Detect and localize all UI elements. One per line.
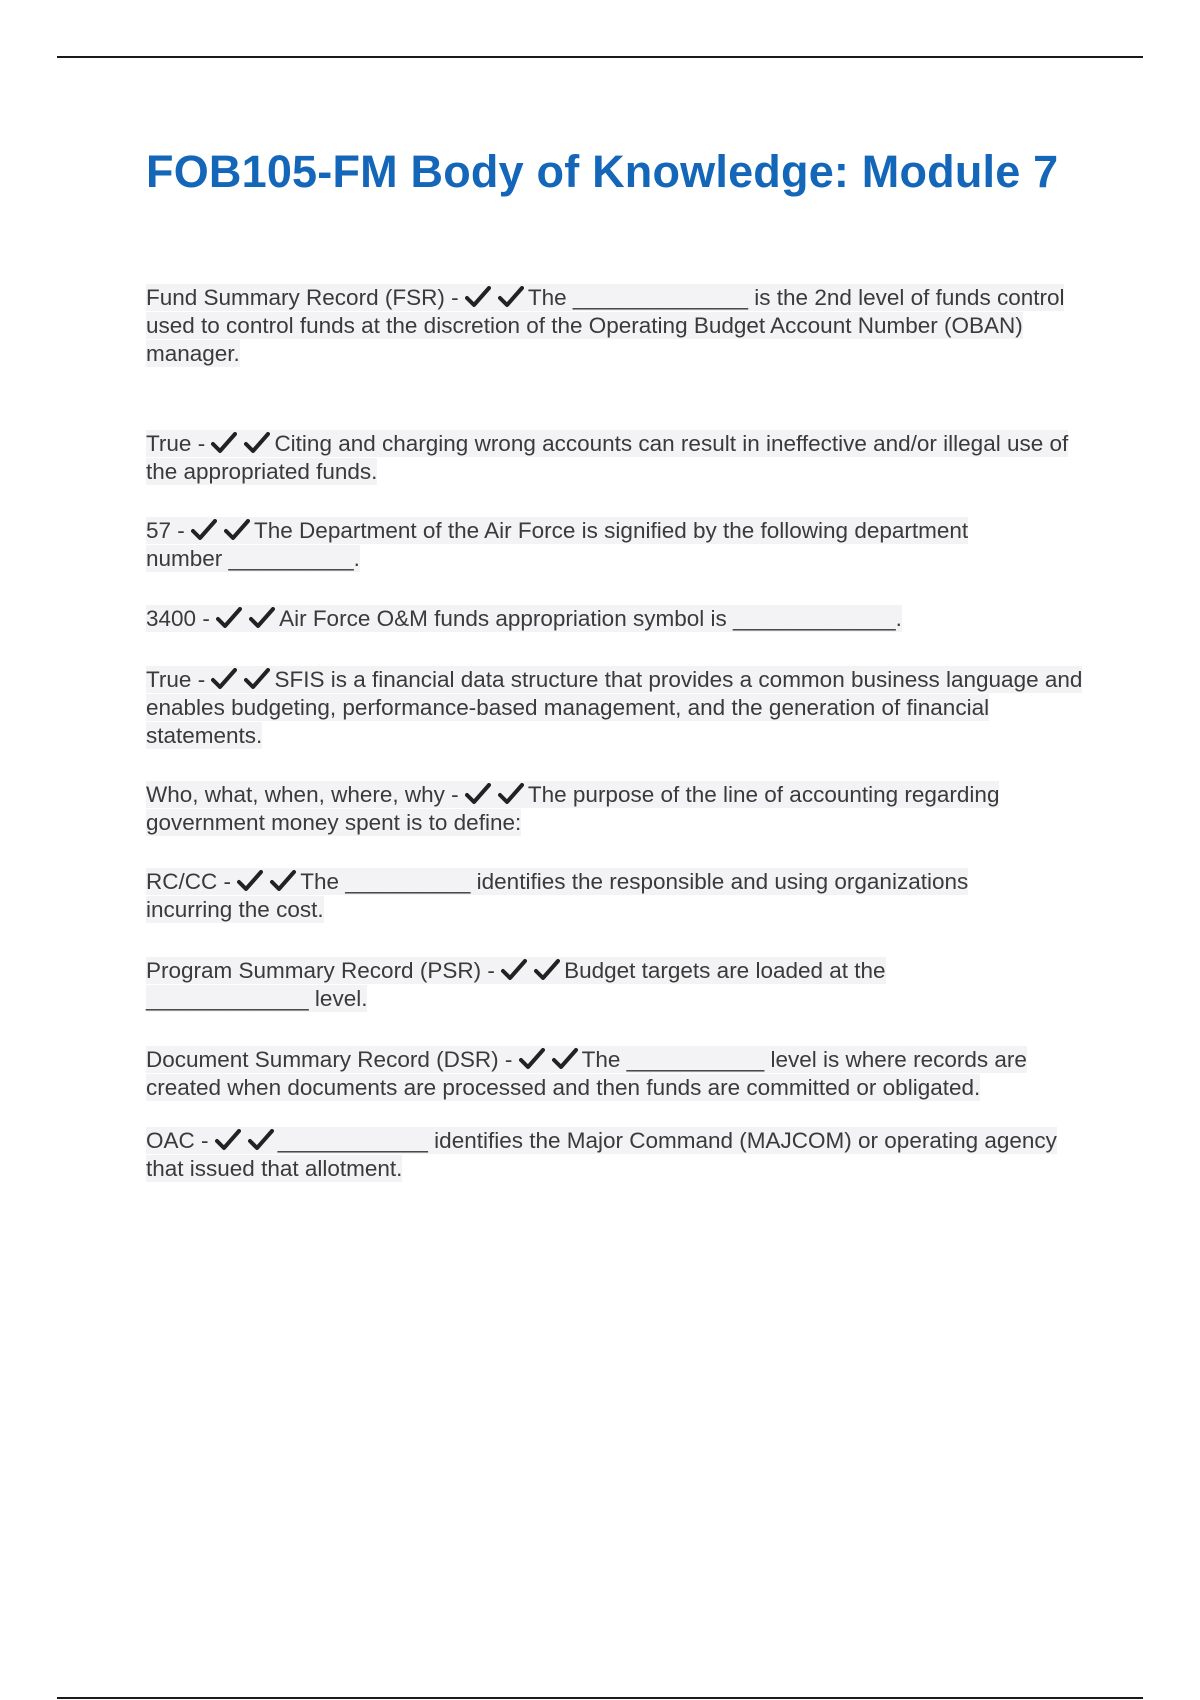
check-mark-icon (244, 432, 270, 454)
entry-definition: Citing and charging wrong accounts can result in ineffective and/or illegal use of the appropriated funds. (146, 431, 1069, 484)
check-mark-icon (244, 668, 270, 690)
check-mark-icon (498, 286, 524, 308)
entry-term: 57 (146, 518, 172, 543)
entry-term: Program Summary Record (PSR) (146, 958, 482, 983)
entry-term: 3400 (146, 606, 197, 631)
flashcard-entry (146, 1046, 1091, 1102)
entry-term: True (146, 431, 192, 456)
entry-separator: - (196, 606, 217, 631)
flashcard-entry (146, 957, 1006, 1013)
flashcard-entry (146, 605, 1086, 633)
entry-separator: - (444, 285, 465, 310)
entry-term: Document Summary Record (DSR) (146, 1047, 499, 1072)
flashcard-entry (146, 1127, 1066, 1183)
entry-definition: The purpose of the line of accounting regarding government money spent is to define: (146, 782, 1000, 835)
flashcard-entry (146, 868, 1046, 924)
entry-separator: - (191, 667, 212, 692)
check-mark-icon (224, 519, 250, 541)
check-mark-icon (534, 959, 560, 981)
check-mark-icon (465, 286, 491, 308)
entry-definition: The __________ identifies the responsible and using organizations incurring the cost. (146, 869, 969, 922)
check-mark-icon (465, 783, 491, 805)
top-divider (57, 56, 1143, 58)
flashcard-entry (146, 430, 1086, 486)
entry-term: Who, what, when, where, why (146, 782, 445, 807)
entry-separator: - (481, 958, 502, 983)
entry-separator: - (498, 1047, 519, 1072)
check-mark-icon (248, 1129, 274, 1151)
entry-definition: The Department of the Air Force is signified by the following department number __________. (146, 518, 969, 571)
check-mark-icon (237, 870, 263, 892)
entry-term: OAC (146, 1128, 195, 1153)
check-mark-icon (249, 607, 275, 629)
flashcard-entry (146, 284, 1086, 368)
entry-definition: The ______________ is the 2nd level of funds control used to control funds at the discretion of the Operating Budget Account Number (OBAN) manager. (146, 285, 1065, 366)
check-mark-icon (216, 607, 242, 629)
entry-separator: - (191, 431, 212, 456)
entry-separator: - (194, 1128, 215, 1153)
entry-separator: - (171, 518, 192, 543)
flashcard-entry (146, 781, 1086, 837)
entry-definition: ____________ identifies the Major Command (MAJCOM) or operating agency that issued that allotment. (146, 1128, 1057, 1181)
entry-term: RC/CC (146, 869, 218, 894)
entry-definition: Air Force O&M funds appropriation symbol is _____________. (279, 606, 902, 631)
bottom-divider (57, 1697, 1143, 1699)
entry-definition: Budget targets are loaded at the _____________ level. (146, 958, 886, 1011)
entry-separator: - (444, 782, 465, 807)
check-mark-icon (519, 1048, 545, 1070)
check-mark-icon (211, 668, 237, 690)
entry-definition: The ___________ level is where records are created when documents are processed and then funds are committed or obligated. (146, 1047, 1027, 1100)
entry-term: True (146, 667, 192, 692)
check-mark-icon (211, 432, 237, 454)
entry-term: Fund Summary Record (FSR) (146, 285, 445, 310)
check-mark-icon (215, 1129, 241, 1151)
check-mark-icon (552, 1048, 578, 1070)
flashcard-entry (146, 666, 1091, 750)
check-mark-icon (270, 870, 296, 892)
document-title: FOB105-FM Body of Knowledge: Module 7 (146, 146, 1059, 197)
flashcard-entry (146, 517, 1046, 573)
check-mark-icon (191, 519, 217, 541)
check-mark-icon (501, 959, 527, 981)
entry-definition: SFIS is a financial data structure that provides a common business language and enables budgeting, performance-based management, and the generation of financial statements. (146, 667, 1083, 748)
entry-separator: - (217, 869, 238, 894)
check-mark-icon (498, 783, 524, 805)
